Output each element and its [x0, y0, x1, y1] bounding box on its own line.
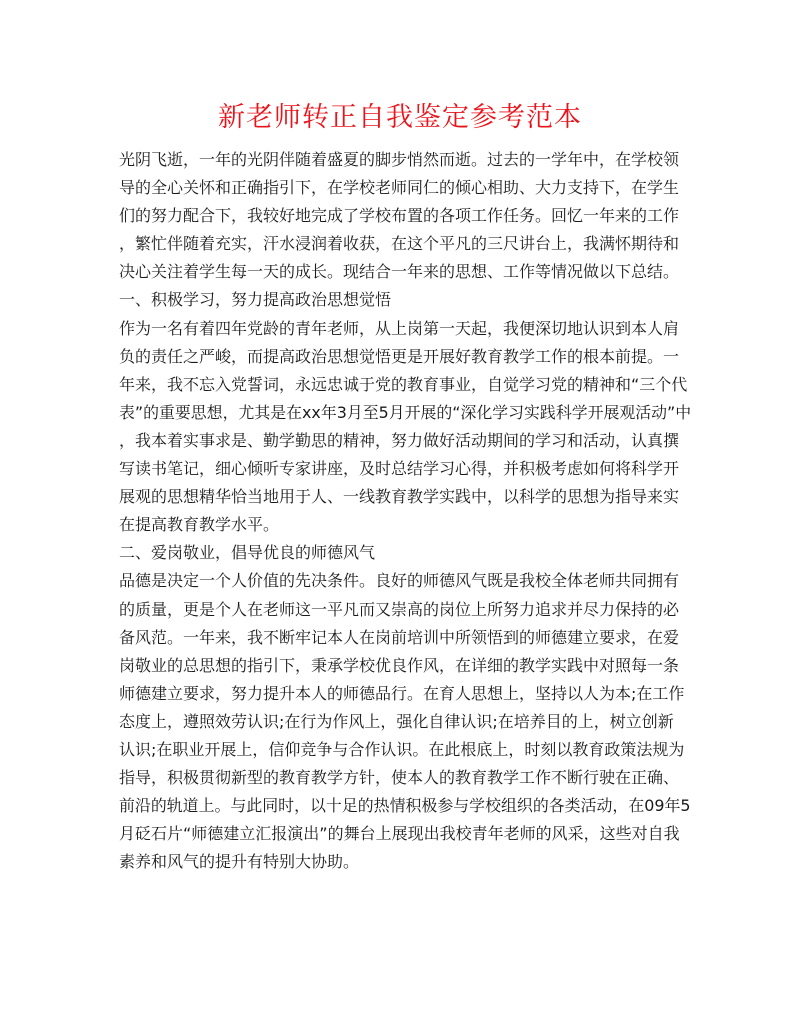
- text-line: 二、爱岗敬业，倡导优良的师德风气: [119, 543, 376, 563]
- text-line: 写读书笔记，细心倾听专家讲座，及时总结学习心得，并积极考虑如何将科学开: [119, 459, 680, 479]
- text-line: 一、积极学习，努力提高政治思想觉悟: [119, 290, 392, 310]
- text-line: 在提高教育教学水平。: [119, 515, 280, 535]
- text-line: 品德是决定一个人价值的先决条件。良好的师德风气既是我校全体老师共同拥有: [119, 571, 680, 591]
- document-title: 新老师转正自我鉴定参考范本: [218, 102, 582, 133]
- text-line: 月砭石片“师德建立汇报演出”的舞台上展现出我校青年老师的风采，这些对自我: [119, 824, 680, 844]
- text-line: 备风范。一年来，我不断牢记本人在岗前培训中所领悟到的师德建立要求，在爱: [119, 627, 680, 647]
- text-line: 决心关注着学生每一天的成长。现结合一年来的思想、工作等情况做以下总结。: [119, 262, 680, 282]
- text-line: 岗敬业的总思想的指引下，秉承学校优良作风，在详细的教学实践中对照每一条: [119, 655, 680, 675]
- text-line: 师德建立要求，努力提升本人的师德品行。在育人思想上，坚持以人为本;在工作: [119, 683, 685, 703]
- text-line: 负的责任之严峻，而提高政治思想觉悟更是开展好教育教学工作的根本前提。一: [119, 346, 680, 366]
- text-line: 表”的重要思想，尤其是在xx年3月至5月开展的“深化学习实践科学开展观活动”中: [119, 402, 692, 422]
- text-line: 年来，我不忘入党誓词，永远忠诚于党的教育事业，自觉学习党的精神和“三个代: [119, 374, 688, 394]
- text-line: 的质量，更是个人在老师这一平凡而又崇高的岗位上所努力追求并尽力保持的必: [119, 599, 680, 619]
- text-line: 前沿的轨道上。与此同时，以十足的热情积极参与学校组织的各类活动，在09年5: [119, 796, 691, 816]
- text-line: 素养和风气的提升有特别大协助。: [119, 852, 360, 872]
- text-line: 光阴飞逝，一年的光阴伴随着盛夏的脚步悄然而逝。过去的一学年中，在学校领: [119, 150, 680, 169]
- document-body: [119, 146, 691, 876]
- text-line: 指导，积极贯彻新型的教育教学方针，使本人的教育教学工作不断行驶在正确、: [119, 768, 680, 788]
- text-line: 作为一名有着四年党龄的青年老师，从上岗第一天起，我便深切地认识到本人肩: [119, 318, 680, 338]
- text-line: ，繁忙伴随着充实，汗水浸润着收获，在这个平凡的三尺讲台上，我满怀期待和: [119, 234, 680, 254]
- text-line: 态度上，遵照效劳认识;在行为作风上，强化自律认识;在培养目的上，树立创新: [119, 711, 674, 731]
- text-line: 展观的思想精华恰当地用于人、一线教育教学实践中，以科学的思想为指导来实: [119, 487, 680, 507]
- text-line: 导的全心关怀和正确指引下，在学校老师同仁的倾心相助、大力支持下，在学生: [119, 178, 680, 198]
- text-line: ，我本着实事求是、勤学勤思的精神，努力做好活动期间的学习和活动，认真撰: [119, 430, 680, 450]
- text-line: 们的努力配合下，我较好地完成了学校布置的各项工作任务。回忆一年来的工作: [119, 206, 680, 226]
- text-line: 认识;在职业开展上，信仰竞争与合作认识。在此根底上，时刻以教育政策法规为: [119, 739, 685, 759]
